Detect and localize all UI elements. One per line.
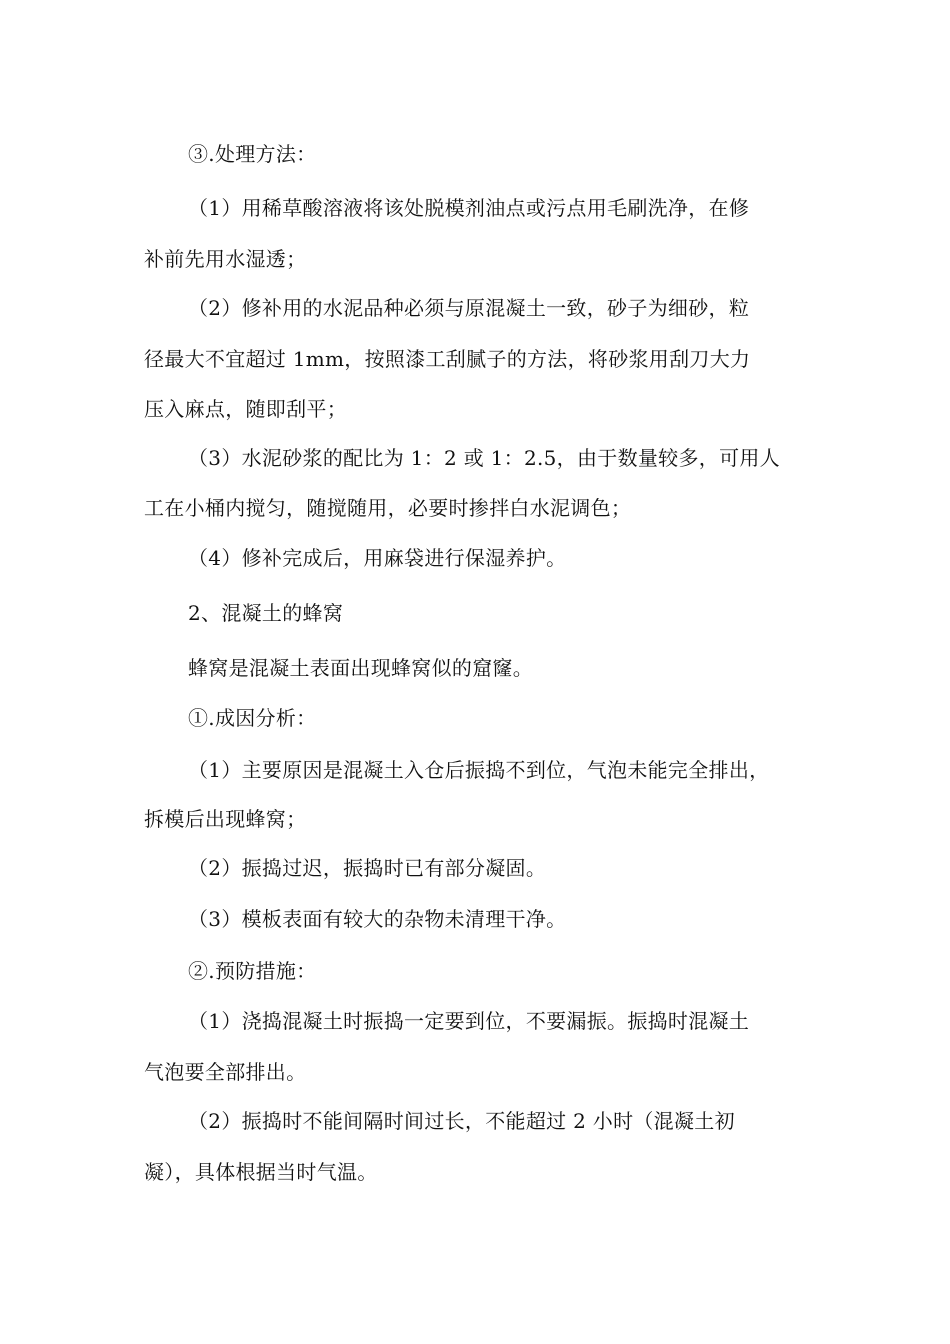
text-line: 工在小桶内搅匀，随搅随用，必要时掺拌白水泥调色；: [144, 496, 632, 520]
text-line: （2）修补用的水泥品种必须与原混凝土一致，砂子为细砂，粒: [188, 296, 750, 320]
text-line: 凝），具体根据当时气温。: [144, 1160, 378, 1184]
text-line: 2、混凝土的蜂窝: [188, 601, 344, 625]
text-line: （3）水泥砂浆的配比为 1：2 或 1：2.5，由于数量较多，可用人: [188, 446, 780, 470]
text-line: （1）用稀草酸溶液将该处脱模剂油点或污点用毛刷洗净，在修: [188, 196, 750, 220]
text-line: ②.预防措施：: [188, 959, 317, 983]
text-line: 拆模后出现蜂窝；: [144, 807, 307, 831]
text-line: 补前先用水湿透；: [144, 247, 307, 271]
text-line: 蜂窝是混凝土表面出现蜂窝似的窟窿。: [188, 656, 534, 680]
text-line: 径最大不宜超过 1mm，按照漆工刮腻子的方法，将砂浆用刮刀大力: [144, 347, 751, 371]
text-line: （3）模板表面有较大的杂物未清理干净。: [188, 907, 567, 931]
text-line: （1）主要原因是混凝土入仓后振捣不到位，气泡未能完全排出，: [188, 758, 770, 782]
text-line: （4）修补完成后，用麻袋进行保湿养护。: [188, 546, 567, 570]
text-line: ③.处理方法：: [188, 142, 317, 166]
text-line: （2）振捣时不能间隔时间过长，不能超过 2 小时（混凝土初: [188, 1109, 735, 1133]
text-line: 气泡要全部排出。: [144, 1060, 307, 1084]
text-line: 压入麻点，随即刮平；: [144, 397, 347, 421]
text-line: （1）浇捣混凝土时振捣一定要到位，不要漏振。振捣时混凝土: [188, 1009, 750, 1033]
text-line: （2）振捣过迟，振捣时已有部分凝固。: [188, 856, 547, 880]
text-line: ①.成因分析：: [188, 706, 317, 730]
